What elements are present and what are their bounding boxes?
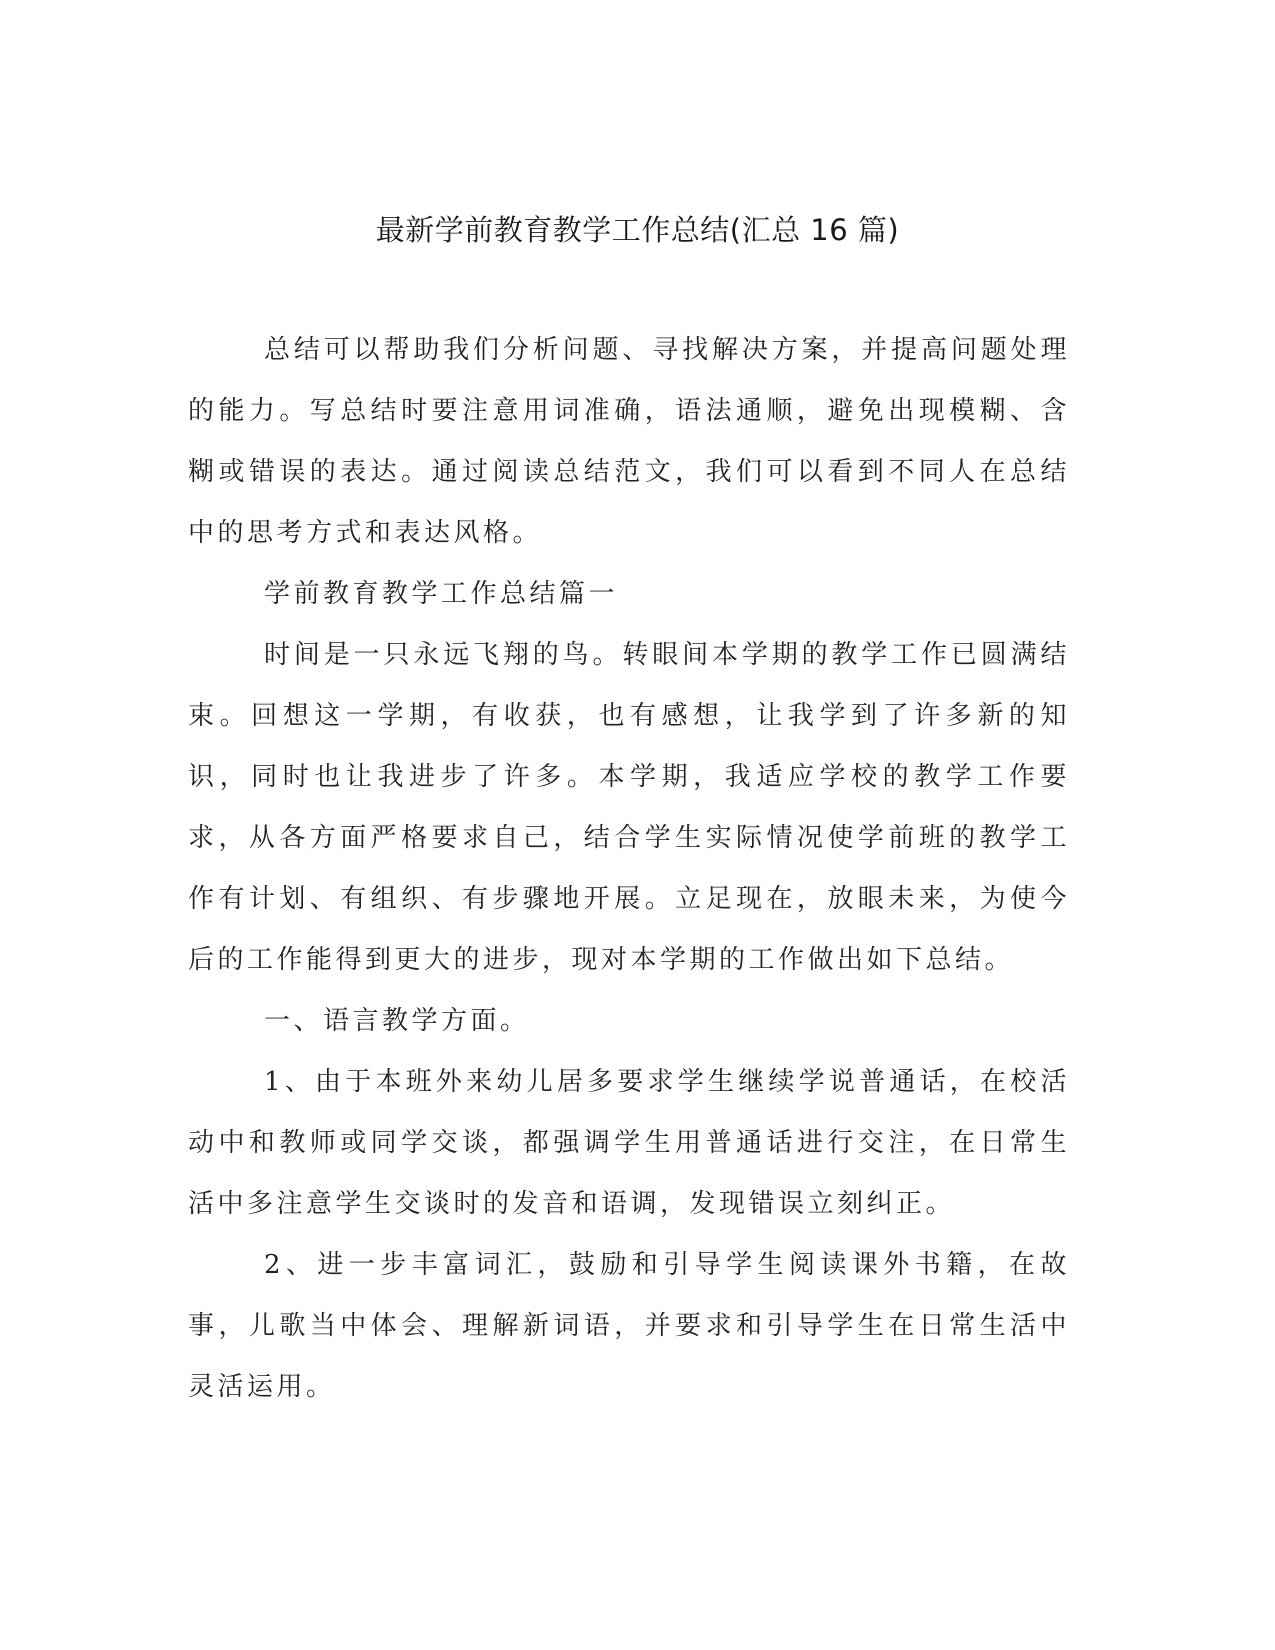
paragraph-opening: 时间是一只永远飞翔的鸟。转眼间本学期的教学工作已圆满结束。回想这一学期，有收获，也有感想，让我学到了许多新的知识，同时也让我进步了许多。本学期，我适应学校的教学工作要求，从各方面严格要求自己，结合学生实际情况使学前班的教学工作有计划、有组织、有步骤地开展。立足现在，放眼未来，为使今后的工作能得到更大的进步，现对本学期的工作做出如下总结。 xyxy=(188,640,1070,975)
document-title: 最新学前教育教学工作总结(汇总 16 篇) xyxy=(375,213,900,247)
section-heading: 学前教育教学工作总结篇一 xyxy=(264,579,619,609)
paragraph-item-2: 2、进一步丰富词汇，鼓励和引导学生阅读课外书籍，在故事，儿歌当中体会、理解新词语，并要求和引导学生在日常生活中灵活运用。 xyxy=(188,1250,1070,1402)
subsection-heading: 一、语言教学方面。 xyxy=(264,1006,530,1036)
paragraph-item-1: 1、由于本班外来幼儿居多要求学生继续学说普通话，在校活动中和教师或同学交谈，都强调学生用普通话进行交注，在日常生活中多注意学生交谈时的发音和语调，发现错误立刻纠正。 xyxy=(188,1067,1070,1219)
paragraph-intro: 总结可以帮助我们分析问题、寻找解决方案，并提高问题处理的能力。写总结时要注意用词准确，语法通顺，避免出现模糊、含糊或错误的表达。通过阅读总结范文，我们可以看到不同人在总结中的思考方式和表达风格。 xyxy=(188,335,1070,548)
document-body xyxy=(188,320,1070,1418)
